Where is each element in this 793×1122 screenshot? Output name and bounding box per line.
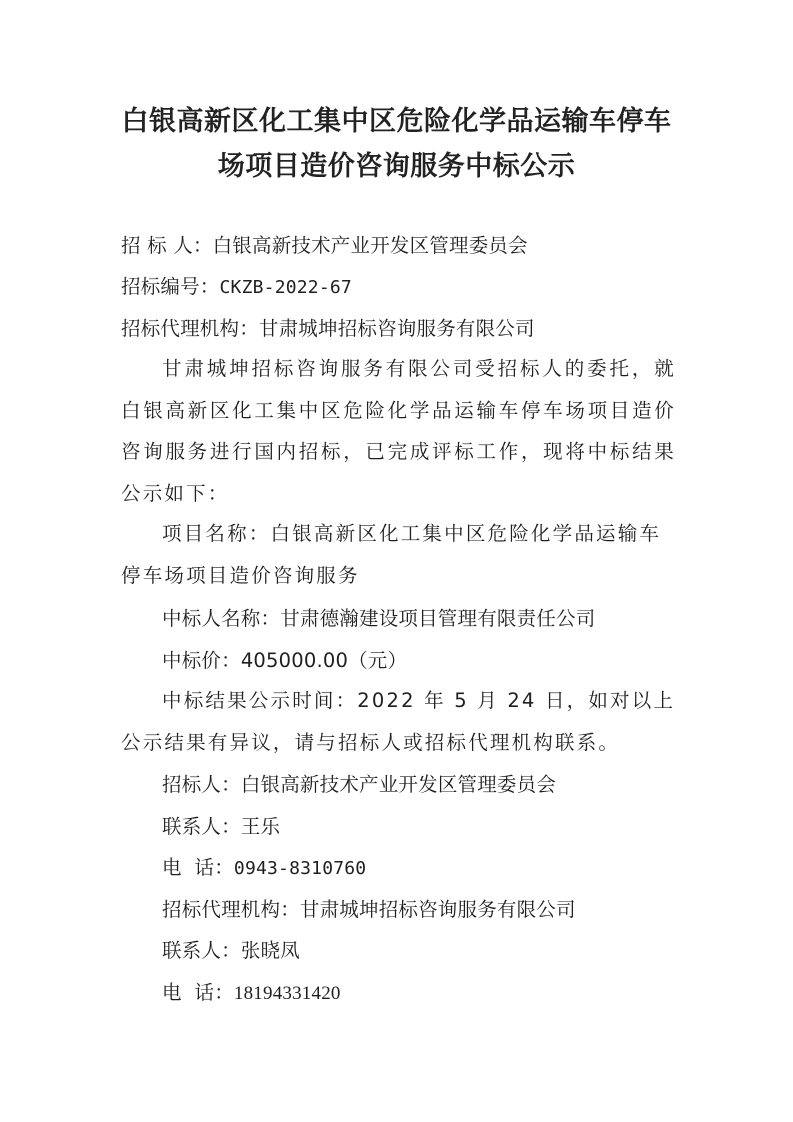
project-name-value: 白银高新区化工集中区危险化学品运输车停车场项目造价咨询服务: [121, 522, 662, 587]
tenderer-contact-person-value: 王乐: [240, 815, 281, 838]
tenderer-phone-label: 电 话：: [162, 856, 234, 879]
notice-time-paragraph: 中标结果公示时间：2022 年 5 月 24 日，如对以上公示结果有异议，请与招标人或招标代理机构联系。: [121, 689, 676, 754]
contact-agency-row: [162, 894, 576, 922]
contact-tenderer-value: 白银高新技术产业开发区管理委员会: [240, 773, 557, 796]
agency-contact-person-label: 联系人：: [162, 939, 241, 962]
tenderer-row: [121, 230, 528, 258]
contact-agency-label: 招标代理机构：: [162, 898, 300, 921]
agency-phone-value: 18194331420: [233, 983, 341, 1004]
tender-number-label: 招标编号：: [121, 275, 220, 298]
winner-label: 中标人名称：: [162, 607, 281, 630]
tenderer-phone-value: 0943-8310760: [233, 858, 367, 879]
agency-phone-label: 电 话：: [162, 981, 234, 1004]
document-title-line-1: 白银高新区化工集中区危险化学品运输车停车: [121, 106, 672, 137]
agency-contact-person-value: 张晓凤: [240, 939, 300, 962]
agency-row: [121, 313, 535, 341]
winner-row: [162, 603, 595, 631]
winner-value: 甘肃德瀚建设项目管理有限责任公司: [280, 607, 596, 630]
tenderer-contact-person-label: 联系人：: [162, 815, 241, 838]
contact-agency-value: 甘肃城坤招标咨询服务有限公司: [299, 898, 576, 921]
agency-phone-row: [162, 977, 341, 1005]
project-name-paragraph: [121, 513, 676, 596]
price-value: 405000.00（元）: [240, 649, 408, 672]
agency-value: 甘肃城坤招标咨询服务有限公司: [258, 317, 535, 340]
tenderer-label: 招 标 人：: [121, 234, 213, 257]
price-row: [162, 645, 407, 673]
project-name-label: 项目名称：: [162, 522, 271, 545]
document-title-line-2: 场项目造价咨询服务中标公示: [217, 151, 576, 182]
contact-tenderer-row: [162, 769, 556, 797]
intro-paragraph: 甘肃城坤招标咨询服务有限公司受招标人的委托，就白银高新区化工集中区危险化学品运输车停车场项目造价咨询服务进行国内招标，已完成评标工作，现将中标结果公示如下：: [121, 357, 676, 505]
tender-number-row: [121, 271, 352, 299]
price-label: 中标价：: [162, 649, 241, 672]
contact-tenderer-label: 招标人：: [162, 773, 241, 796]
tender-number-value: CKZB-2022-67: [219, 277, 352, 298]
agency-label: 招标代理机构：: [121, 317, 259, 340]
agency-contact-person-row: [162, 935, 300, 963]
tenderer-phone-row: [162, 852, 366, 880]
tenderer-value: 白银高新技术产业开发区管理委员会: [212, 234, 528, 257]
tenderer-contact-person-row: [162, 811, 280, 839]
